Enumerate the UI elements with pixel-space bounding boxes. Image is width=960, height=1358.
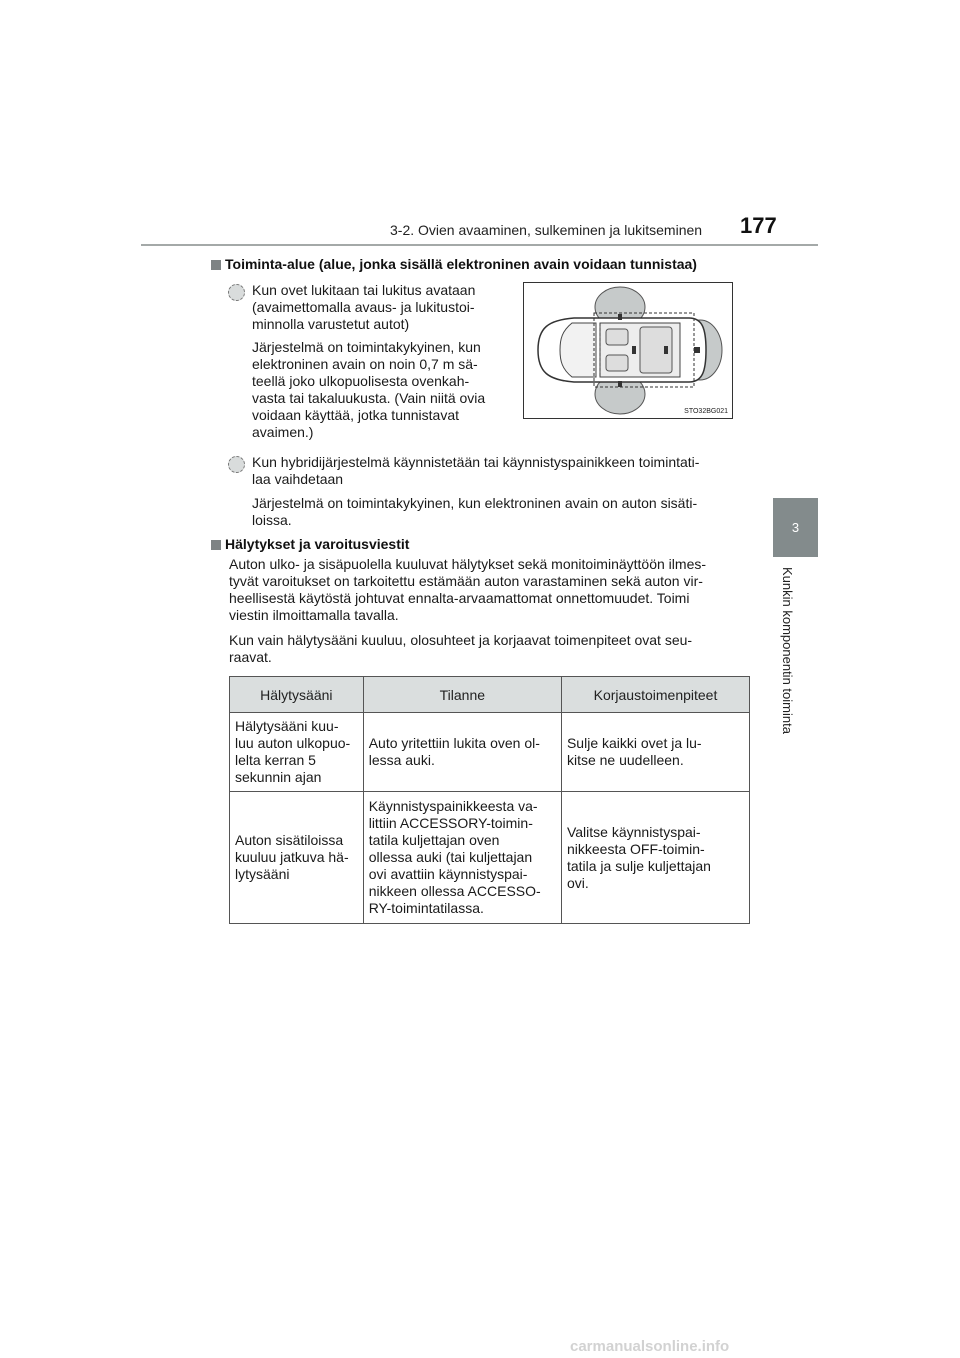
car-top-view-illustration [524,283,732,418]
text-line: voidaan käyttää, jotka tunnistavat [252,407,460,423]
alarms-paragraph-1 [229,556,742,624]
section-heading-alarms [211,536,409,552]
table-cell [561,713,749,792]
text-line: nikkeesta OFF-toimin- [566,840,705,857]
text-line: vasta tai takaluukusta. (Vain niitä ovia [252,390,486,406]
text-line: Auto yritettiin lukita oven ol- [368,735,540,751]
chapter-title-vertical: Kunkin komponentin toiminta [780,567,795,734]
dashed-circle-bullet-icon [228,456,245,473]
table-row [230,792,750,924]
text-line: nikkeen ollessa ACCESSO- [368,883,541,899]
text-line: kuuluu jatkuva hä- [235,849,349,865]
front-seat-right [606,355,628,371]
antenna-marker [632,346,636,354]
text-line: tatila ja sulje kuljettajan [566,857,711,874]
text-line: Kun hybridijärjestelmä käynnistetään tai käynnistyspainikkeen toimintati- [252,454,700,470]
text-line: elektroninen avain on noin 0,7 m sä- [252,356,478,372]
table-header-row [230,677,750,713]
text-line: minnolla varustetut autot) [252,316,410,332]
front-seat-left [606,329,628,345]
text-line: lelta kerran 5 [235,752,316,768]
text-line: ovi avattiin käynnistyspai- [368,866,528,882]
text-line: viestin ilmoittamalla tavalla. [229,607,399,623]
text-line: teellä joko ulkopuolisesta ovenkah- [252,373,470,389]
text-line: Hälytysääni kuu- [235,718,339,734]
square-bullet-icon [211,540,221,550]
antenna-marker [618,314,622,320]
text-line: luu auton ulkopuo- [235,735,351,751]
text-line: sekunnin ajan [235,769,322,785]
text-line: tyvät varoitukset on tarkoitettu estämään auton varastaminen sekä auton vir- [229,573,703,589]
text-line: Järjestelmä on toimintakykyinen, kun [252,339,481,355]
section-heading-operating-range [211,256,697,272]
page-number: 177 [740,213,777,238]
text-line: lytysääni [235,866,290,882]
header-corrective-action: Korjaustoimenpiteet [561,677,749,713]
item1-body [252,339,505,441]
alarm-table [229,676,750,924]
text-line: Järjestelmä on toimintakykyinen, kun elektroninen avain on auton sisäti- [252,495,698,511]
alarms-paragraph-2 [229,632,742,666]
square-bullet-icon [211,260,221,270]
heading-text: Hälytykset ja varoitusviestit [225,536,410,552]
text-line: ovi. [566,874,589,891]
text-line: laa vaihdetaan [252,471,344,487]
text-line: loissa. [252,512,292,528]
watermark: carmanualsonline.info [570,1338,730,1355]
table-cell [230,792,364,924]
text-line: tatila kuljettajan oven [368,832,500,848]
text-line: Kun vain hälytysääni kuuluu, olosuhteet ja korjaavat toimenpiteet ovat seu- [229,632,693,648]
heading-text: Toiminta-alue (alue, jonka sisällä elektroninen avain voidaan tunnistaa) [225,256,697,272]
text-line: Auton sisätiloissa [235,832,344,848]
chapter-number: 3 [791,520,800,535]
text-line: Valitse käynnistyspai- [566,823,701,840]
antenna-marker [694,347,700,353]
table-cell [230,713,364,792]
antenna-marker [664,346,668,354]
dashed-circle-bullet-icon [228,284,245,301]
header-divider [141,244,818,246]
table-cell [363,713,561,792]
text-line: raavat. [229,649,272,665]
header-alarm-sound: Hälytysääni [230,677,364,713]
text-line: Käynnistyspainikkeesta va- [368,798,538,814]
text-line: littiin ACCESSORY-toimin- [368,815,533,831]
figure-id: STO32BG021 [684,408,728,415]
item2-title [252,454,742,488]
text-line: kitse ne uudelleen. [566,752,684,768]
text-line: avaimen.) [252,424,314,440]
text-line: Sulje kaikki ovet ja lu- [566,735,702,751]
item1-title [252,282,505,333]
chapter-tab [773,498,818,557]
section-header-title: 3-2. Ovien avaaminen, sulkeminen ja lukitseminen [390,222,703,238]
item2-body [252,495,742,529]
text-line: lessa auki. [368,752,435,768]
table-row [230,713,750,792]
text-line: RY-toimintatilassa. [368,900,484,916]
table-cell [363,792,561,924]
antenna-marker [618,381,622,387]
text-line: (avaimettomalla avaus- ja lukitustoi- [252,299,475,315]
table-cell [561,792,749,924]
text-line: ollessa auki (tai kuljettajan [368,849,533,865]
text-line: heellisestä käytöstä johtuvat ennalta-arvaamattomat onnettomuudet. Toimi [229,590,690,606]
car-detection-range-figure [523,282,733,419]
windshield [560,323,596,377]
text-line: Auton ulko- ja sisäpuolella kuuluvat hälytykset sekä monitoiminäyttöön ilmes- [229,556,707,572]
text-line: Kun ovet lukitaan tai lukitus avataan [252,282,476,298]
header-situation: Tilanne [363,677,561,713]
